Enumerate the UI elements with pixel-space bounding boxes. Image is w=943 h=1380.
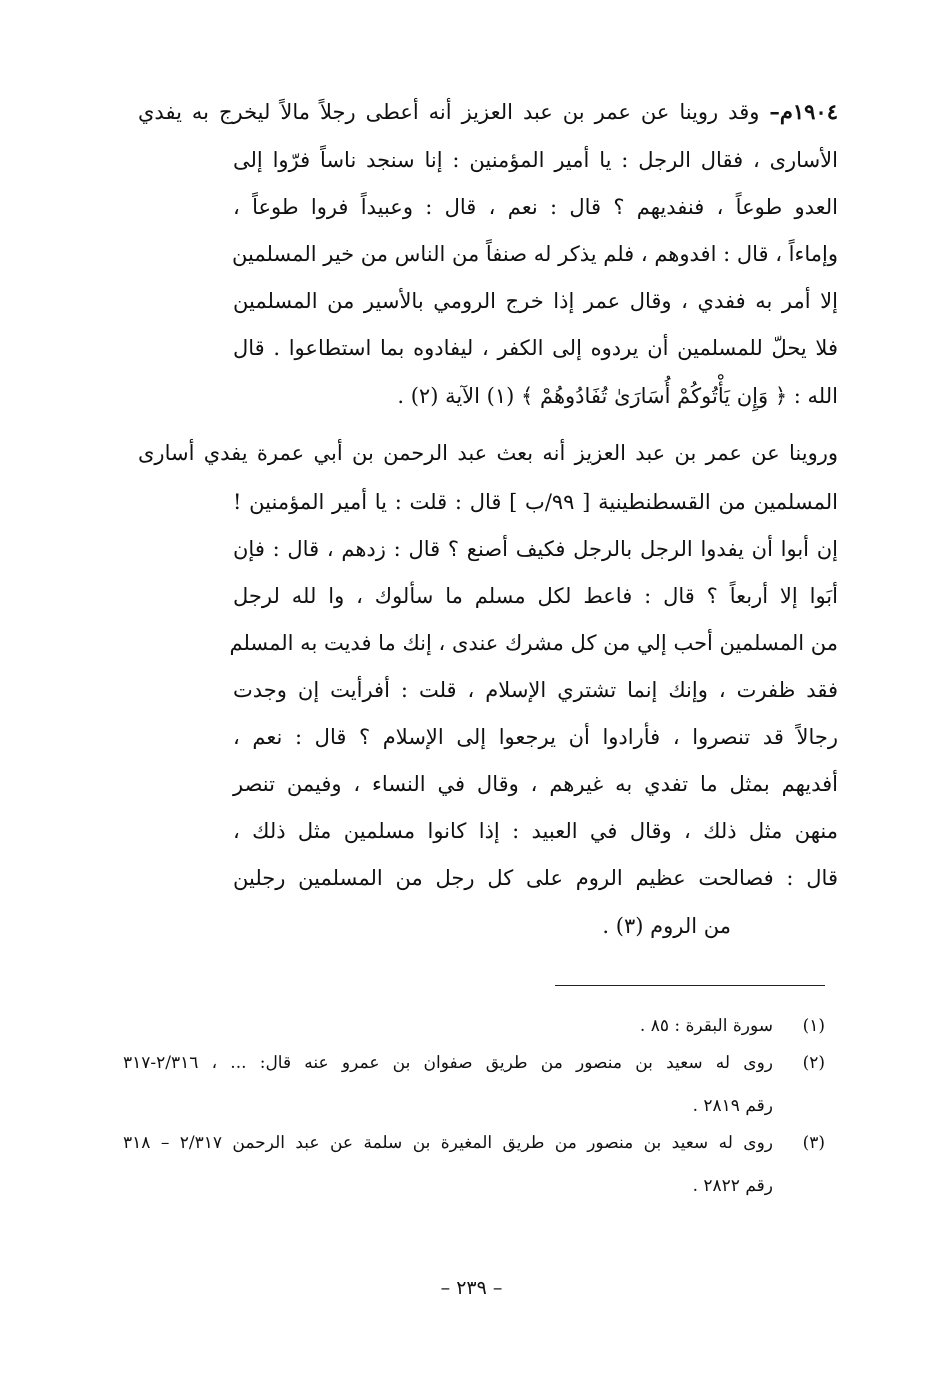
- footnote-3-text-line-1: روى له سعيد بن منصور من طريق المغيرة بن سلمة عن عبد الرحمن ٢/٣١٧ – ٣١٨: [123, 1133, 774, 1153]
- paragraph-1-line-4: وإماءاً ، قال : افدوهم ، فلم يذكر له صنفاً من الناس من خير المسلمين: [232, 242, 838, 266]
- footnote-2-marker: (٢): [802, 1053, 825, 1073]
- paragraph-1-line-1: [138, 97, 838, 127]
- paragraph-1-line-6: فلا يحلّ للمسلمين أن يردوه إلى الكفر ، ليفادوه بما استطاعوا . قال: [233, 336, 838, 360]
- footnote-separator: [555, 985, 825, 986]
- footnote-3-text-line-2: رقم ٢٨٢٢ .: [692, 1176, 773, 1196]
- footnote-1-marker: (١): [802, 1016, 825, 1036]
- text-line: وقد روينا عن عمر بن عبد العزيز أنه أعطى رجلاً مالاً ليخرج به يفدي: [138, 100, 760, 124]
- paragraph-2-line-1: وروينا عن عمر بن عبد العزيز أنه بعث عبد الرحمن بن أبي عمرة يفدي أسارى: [138, 441, 838, 465]
- footnote-2-text-line-1: روى له سعيد بن منصور من طريق صفوان بن عمرو عنه قال: ... ، ٢/٣١٦-٣١٧: [123, 1053, 773, 1073]
- paragraph-2-line-5: من المسلمين أحب إلي من كل مشرك عندى ، إنك ما فديت به المسلم: [229, 631, 838, 655]
- paragraph-2-line-7: رجالاً قد تنصروا ، فأرادوا أن يرجعوا إلى الإسلام ؟ قال : نعم ،: [233, 725, 838, 749]
- paragraph-2-line-9: منهن مثل ذلك ، وقال في العبيد : إذا كانوا مسلمين مثل ذلك ،: [233, 819, 838, 843]
- paragraph-2-line-10: قال : فصالحت عظيم الروم على كل رجل من المسلمين رجلين: [233, 866, 838, 890]
- paragraph-1-line-7-quran-verse: الله : ﴿ وَإِن يَأْتُوكُمْ أُسَارَىٰ تُفَادُوهُمْ ﴾ (١) الآية (٢) .: [397, 384, 838, 408]
- paragraph-2-line-2: المسلمين من القسطنطينية [ ٩٩/ب ] قال : قلت : يا أمير المؤمنين !: [233, 490, 838, 514]
- paragraph-1-line-5: إلا أمر به ففدي ، وقال عمر إذا خرج الرومي بالأسير من المسلمين: [233, 289, 838, 313]
- page-number: – ٢٣٩ –: [440, 1277, 503, 1299]
- paragraph-2-line-11: من الروم (٣) .: [602, 914, 731, 938]
- paragraph-1-line-2: الأسارى ، فقال الرجل : يا أمير المؤمنين : إنا سنجد ناساً فرّوا إلى: [233, 148, 838, 172]
- footnote-3-marker: (٣): [802, 1133, 825, 1153]
- paragraph-2-line-3: إن أبوا أن يفدوا الرجل بالرجل فكيف أصنع ؟ قال : زدهم ، قال : فإن: [233, 537, 838, 561]
- paragraph-2-line-6: فقد ظفرت ، وإنك إنما تشتري الإسلام ، قلت : أفرأيت إن وجدت: [233, 678, 838, 702]
- paragraph-1-line-3: العدو طوعاً ، فنفديهم ؟ قال : نعم ، قال : وعبيداً فروا طوعاً ،: [233, 195, 838, 219]
- footnote-2-text-line-2: رقم ٢٨١٩ .: [692, 1096, 773, 1116]
- paragraph-2-line-8: أفديهم بمثل ما تفدي به غيرهم ، وقال في النساء ، وفيمن تنصر: [233, 772, 838, 796]
- entry-number: ١٩٠٤م–: [769, 99, 838, 124]
- paragraph-2-line-4: أبَوا إلا أربعاً ؟ قال : فاعط لكل مسلم ما سألوك ، وا لله لرجل: [233, 584, 838, 608]
- footnote-1-text: سورة البقرة : ٨٥ .: [639, 1016, 773, 1036]
